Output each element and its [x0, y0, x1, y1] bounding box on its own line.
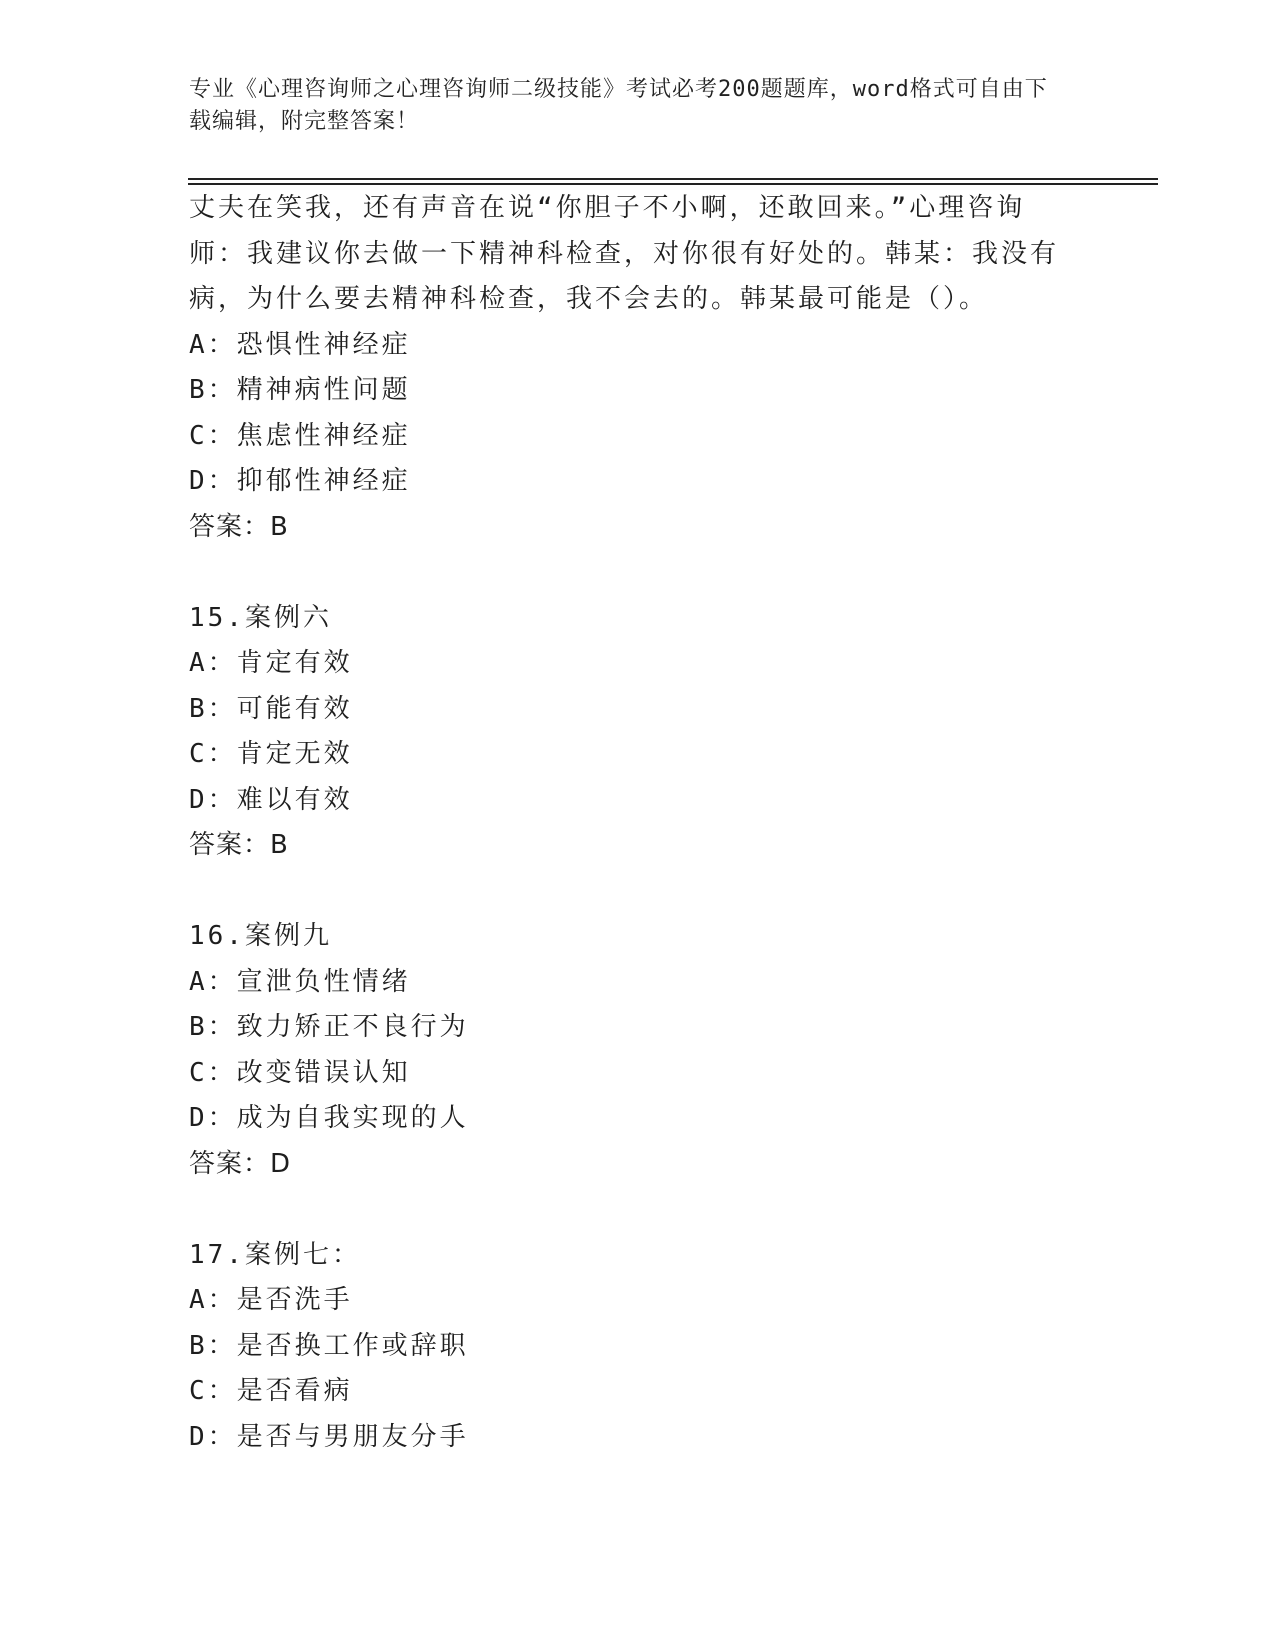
answer-line: 答案：B	[189, 511, 289, 542]
option-a: A：宣泄负性情绪	[189, 966, 411, 997]
question-stem-line: 病，为什么要去精神科检查，我不会去的。韩某最可能是（）。	[189, 284, 989, 314]
question-stem-line: 师：我建议你去做一下精神科检查，对你很有好处的。韩某：我没有	[189, 238, 1060, 269]
option-c: C：改变错误认知	[189, 1057, 411, 1088]
option-c: C：是否看病	[189, 1376, 353, 1406]
question-title: 16.案例九	[189, 921, 332, 951]
question-title: 17.案例七：	[189, 1239, 361, 1270]
option-d: D：抑郁性神经症	[189, 466, 411, 496]
option-c: C：肯定无效	[189, 739, 353, 769]
option-d: D：难以有效	[189, 784, 353, 815]
question-16	[189, 914, 1089, 1187]
option-c: C：焦虑性神经症	[189, 420, 411, 451]
answer-line: 答案：D	[189, 1148, 292, 1179]
question-17	[189, 1233, 1089, 1461]
question-list	[189, 186, 1089, 1460]
option-a: A：是否洗手	[189, 1285, 353, 1315]
option-d: D：成为自我实现的人	[189, 1103, 469, 1133]
option-a: A：肯定有效	[189, 648, 353, 678]
question-15	[189, 596, 1089, 869]
header-divider-bottom	[188, 183, 1158, 185]
option-b: B：可能有效	[189, 693, 353, 724]
header-divider-top	[188, 178, 1158, 180]
option-a: A：恐惧性神经症	[189, 329, 411, 360]
option-b: B：致力矫正不良行为	[189, 1012, 469, 1042]
option-b: B：是否换工作或辞职	[189, 1330, 469, 1361]
question-title: 15.案例六	[189, 602, 332, 633]
option-d: D：是否与男朋友分手	[189, 1421, 469, 1452]
question-spacer	[189, 869, 1089, 915]
question-stem-line: 丈夫在笑我，还有声音在说“你胆子不小啊，还敢回来。”心理咨询	[189, 193, 1026, 223]
question-spacer	[189, 1187, 1089, 1233]
answer-line: 答案：B	[189, 830, 289, 860]
question-spacer	[189, 550, 1089, 596]
question-continuation	[189, 186, 1089, 550]
document-header: 专业《心理咨询师之心理咨询师二级技能》考试必考200题题库，word格式可自由下载编辑，附完整答案！	[189, 77, 1048, 134]
option-b: B：精神病性问题	[189, 375, 411, 405]
